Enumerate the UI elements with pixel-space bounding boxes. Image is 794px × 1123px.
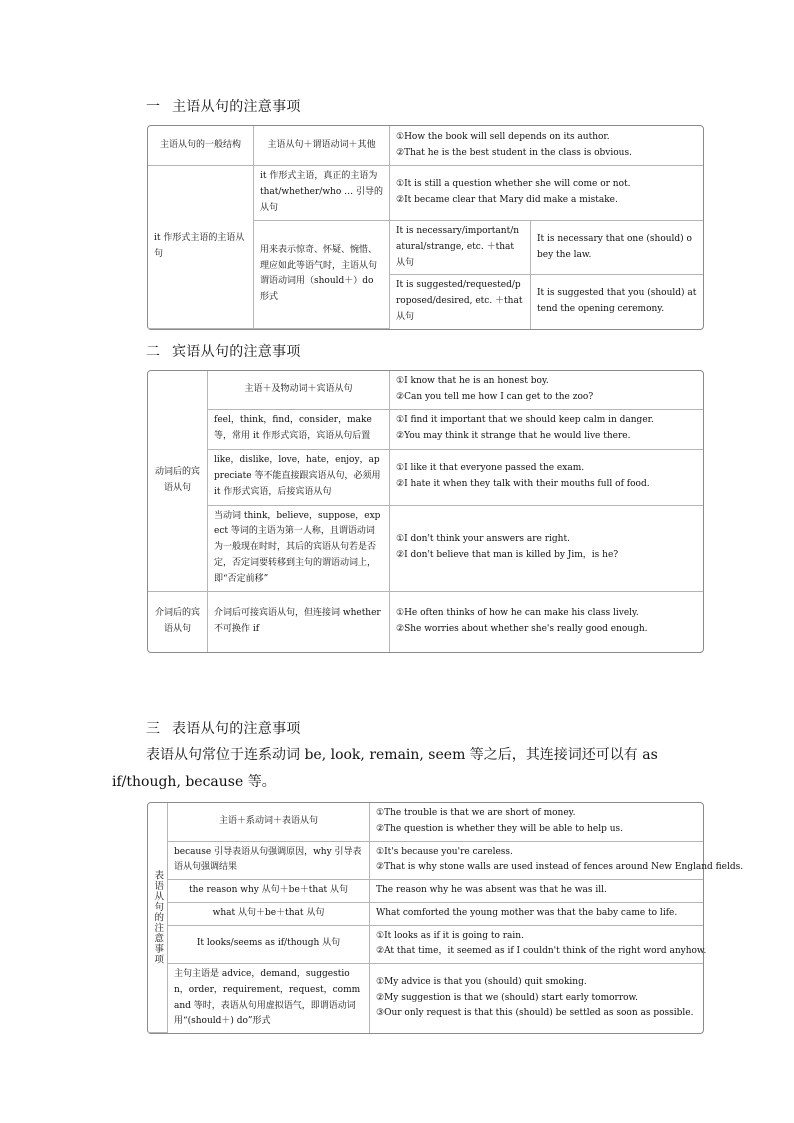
row-note: 介词后可接宾语从句，但连接词 whether 不可换作 if xyxy=(208,592,390,652)
row-note: feel，think，find，consider，make 等，常用 it 作形式宾语，宾语从句后置 xyxy=(208,410,390,450)
row-examples: ①I know that he is an honest boy. ②Can you tell me how I can get to the zoo? xyxy=(390,371,703,410)
row-examples: ①It is still a question whether she will come or not. ②It became clear that Mary did make a mistake. xyxy=(390,166,703,221)
row-note: 主语＋系动词＋表语从句 xyxy=(168,803,370,842)
row-examples: ①I don't think your answers are right. ②I don't believe that man is killed by Jim，is he? xyxy=(390,506,703,592)
intro-paragraph-line2: if/though, because 等。 xyxy=(112,774,276,790)
row-note: 主句主语是 advice，demand，suggestion，order，requirement，request，command 等时，表语从句用虚拟语气，即谓语动词用“(should＋) do”形式 xyxy=(168,964,370,1033)
section3-number: 三 xyxy=(146,721,161,737)
section2-heading xyxy=(146,341,301,361)
row-note: the reason why 从句＋be＋that 从句 xyxy=(168,880,370,903)
row-note: because 引导表语从句强调原因，why 引导表语从句强调结果 xyxy=(168,842,370,881)
section2-number: 二 xyxy=(146,344,161,360)
row-examples: The reason why he was absent was that he was ill. xyxy=(370,880,703,903)
predicative-clause-table xyxy=(147,802,744,1034)
row-note: like，dislike，love，hate，enjoy，appreciate 等不能直接跟宾语从句，必须用 it 作形式宾语，后接宾语从句 xyxy=(208,450,390,506)
section3-title: 表语从句的注意事项 xyxy=(172,721,301,737)
side-label: 表语从句的注意事项 xyxy=(148,803,168,1033)
row-structure: 主语从句＋谓语动词＋其他 xyxy=(254,126,390,166)
row-note: it 作形式主语，真正的主语为 that/whether/who … 引导的从句 xyxy=(254,166,390,221)
section1-heading xyxy=(146,96,301,116)
row-note: It looks/seems as if/though 从句 xyxy=(168,926,370,965)
row-note: 用来表示惊奇、怀疑、惋惜、理应如此等语气时，主语从句谓语动词用（should＋）do 形式 xyxy=(254,221,390,329)
section3-heading xyxy=(146,718,301,738)
object-clause-table xyxy=(147,370,704,653)
section1-title: 主语从句的注意事项 xyxy=(172,99,301,115)
row-label: 主语从句的一般结构 xyxy=(148,126,254,166)
row-examples: ①My advice is that you (should) quit smoking. ②My suggestion is that we (should) start early tomorrow. ③Our only request is that this (should) be settled as soon as possible. xyxy=(376,976,694,1019)
row-examples: ①It looks as if it is going to rain. ②At that time，it seemed as if I couldn't think of the right word anyhow. xyxy=(370,926,703,965)
group-label: 介词后的宾语从句 xyxy=(148,592,208,652)
group-label: 动词后的宾语从句 xyxy=(148,371,208,592)
pattern-cell: It is necessary/important/natural/strange, etc. ＋that 从句 xyxy=(390,221,531,275)
pattern-cell: It is suggested/requested/proposed/desired, etc. ＋that 从句 xyxy=(390,275,531,328)
row-note: 当动词 think，believe，suppose，expect 等词的主语为第一人称，且谓语动词为一般现在时时，其后的宾语从句若是否定，否定词要转移到主句的谓语动词上，即“否定前移” xyxy=(208,506,390,592)
row-examples: ①It's because you're careless. ②That is why stone walls are used instead of fences around New England fields. xyxy=(370,842,703,881)
section2-title: 宾语从句的注意事项 xyxy=(172,344,301,360)
intro-paragraph-line1: 表语从句常位于连系动词 be, look, remain, seem 等之后，其连接词还可以有 as xyxy=(146,747,658,763)
example-cell: It is necessary that one (should) obey the law. xyxy=(531,221,703,275)
section1-number: 一 xyxy=(146,99,161,115)
row-examples: ①I like it that everyone passed the exam. ②I hate it when they talk with their mouths full of food. xyxy=(390,450,703,506)
row-examples: ①I find it important that we should keep calm in danger. ②You may think it strange that he would live there. xyxy=(390,410,703,450)
row-examples: What comforted the young mother was that the baby came to life. xyxy=(370,903,703,926)
row-note: 主语＋及物动词＋宾语从句 xyxy=(208,371,390,410)
subject-clause-table xyxy=(147,125,704,330)
row-note: what 从句＋be＋that 从句 xyxy=(168,903,370,926)
row-examples: ①The trouble is that we are short of money. ②The question is whether they will be able to help us. xyxy=(370,803,703,842)
row-examples: ①He often thinks of how he can make his class lively. ②She worries about whether she's really good enough. xyxy=(396,607,648,634)
example-cell: It is suggested that you (should) attend the opening ceremony. xyxy=(537,288,697,314)
row-examples: ①How the book will sell depends on its author. ②That he is the best student in the class is obvious. xyxy=(390,126,703,166)
row-label: it 作形式主语的主语从句 xyxy=(148,166,254,329)
